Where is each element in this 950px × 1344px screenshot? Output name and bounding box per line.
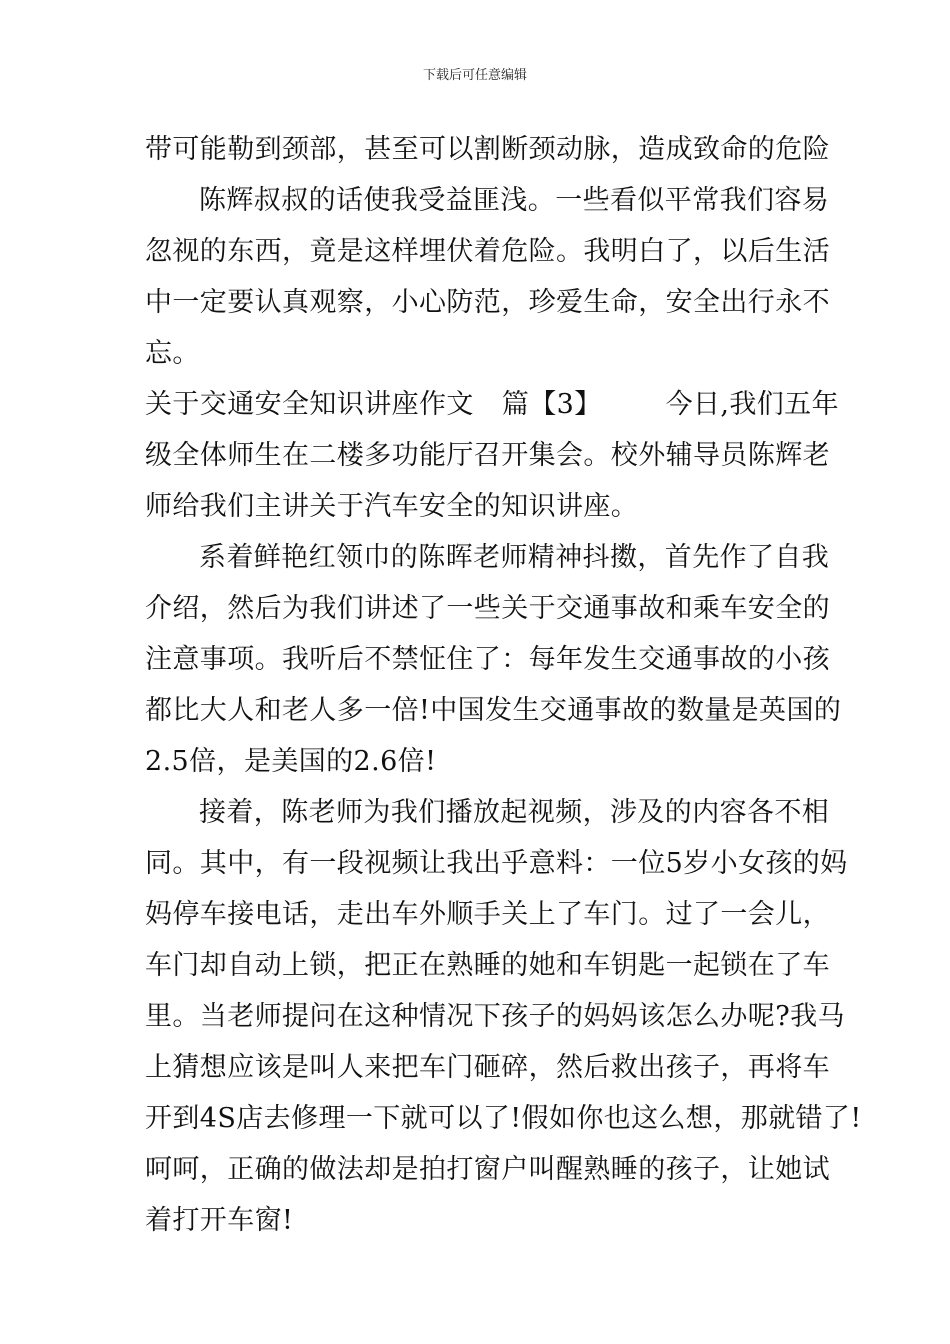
text-line: 车门却自动上锁，把正在熟睡的她和车钥匙一起锁在了车 <box>145 950 830 981</box>
section-heading-line <box>145 379 839 430</box>
text-line: 2.5倍，是美国的2.6倍! <box>145 746 437 777</box>
paragraph-start-line: 系着鲜艳红领巾的陈晖老师精神抖擞，首先作了自我 <box>199 542 830 573</box>
paragraph-start-line: 陈辉叔叔的话使我受益匪浅。一些看似平常我们容易 <box>199 185 830 216</box>
text-line: 介绍，然后为我们讲述了一些关于交通事故和乘车安全的 <box>145 593 830 624</box>
text-line: 注意事项。我听后不禁怔住了：每年发生交通事故的小孩 <box>145 644 830 675</box>
text-line: 忘。 <box>145 338 200 369</box>
paragraph-start-line: 接着，陈老师为我们播放起视频，涉及的内容各不相 <box>199 797 830 828</box>
text-line: 师给我们主讲关于汽车安全的知识讲座。 <box>145 491 639 522</box>
text-line: 开到4S店去修理一下就可以了!假如你也这么想，那就错了! <box>145 1103 862 1134</box>
text-line: 同。其中，有一段视频让我出乎意料：一位5岁小女孩的妈 <box>145 848 848 879</box>
text-line: 忽视的东西，竟是这样埋伏着危险。我明白了，以后生活 <box>145 236 830 267</box>
text-line: 中一定要认真观察，小心防范，珍爱生命，安全出行永不 <box>145 287 830 318</box>
text-line: 上猜想应该是叫人来把车门砸碎，然后救出孩子，再将车 <box>145 1052 830 1083</box>
text-line: 带可能勒到颈部，甚至可以割断颈动脉，造成致命的危险 <box>145 134 830 165</box>
page-header-note: 下载后可任意编辑 <box>422 68 527 83</box>
text-line: 里。当老师提问在这种情况下孩子的妈妈该怎么办呢?我马 <box>145 1001 845 1032</box>
section-title: 关于交通安全知识讲座作文 <box>145 389 474 420</box>
document-body <box>145 124 862 1246</box>
text-line: 着打开车窗! <box>145 1205 294 1236</box>
section-lead-text: 今日,我们五年 <box>665 389 839 420</box>
text-line: 都比大人和老人多一倍!中国发生交通事故的数量是英国的 <box>145 695 842 726</box>
text-line: 妈停车接电话，走出车外顺手关上了车门。过了一会儿， <box>145 899 830 930</box>
text-line: 呵呵，正确的做法却是拍打窗户叫醒熟睡的孩子，让她试 <box>145 1154 830 1185</box>
section-label: 篇【3】 <box>501 389 602 420</box>
text-line: 级全体师生在二楼多功能厅召开集会。校外辅导员陈辉老 <box>145 440 830 471</box>
